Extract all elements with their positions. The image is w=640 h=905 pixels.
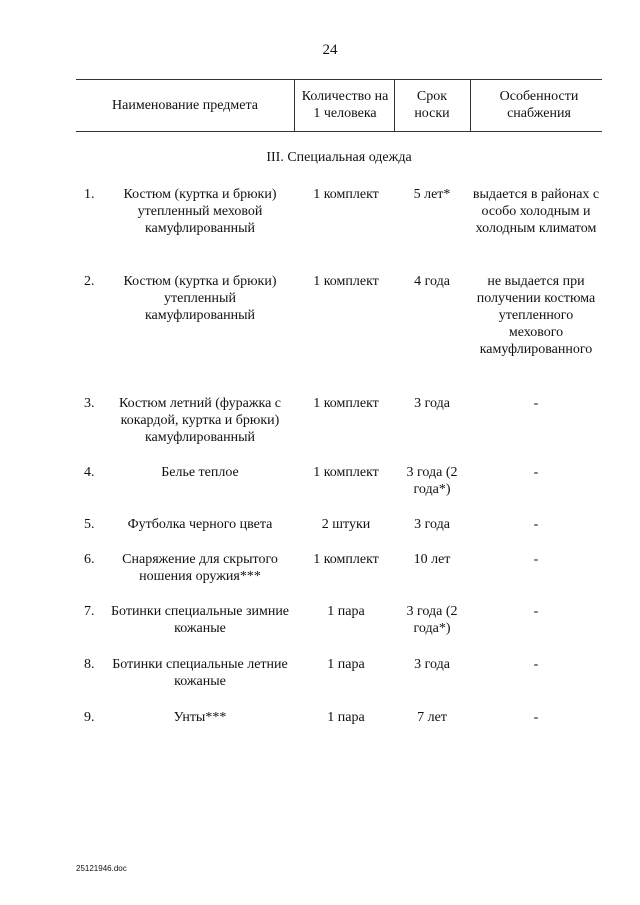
item-features: -	[533, 552, 539, 567]
item-quantity: 1 пара	[327, 710, 365, 725]
item-features: выдается в районах с особо холодным и холодным климатом	[472, 187, 600, 236]
item-name: Футболка черного цвета	[127, 517, 273, 532]
page-number: 24	[322, 42, 338, 58]
row-number: 6.	[84, 552, 95, 567]
row-number: 9.	[84, 710, 95, 725]
item-term: 4 года	[414, 274, 450, 289]
item-term: 3 года (2 года*)	[406, 465, 458, 497]
item-quantity: 2 штуки	[321, 517, 371, 532]
header-term: Срок носки	[414, 89, 450, 121]
row-number: 3.	[84, 396, 95, 411]
item-quantity: 1 комплект	[313, 274, 379, 289]
item-quantity: 1 пара	[327, 657, 365, 672]
item-features: -	[533, 465, 539, 480]
table-top-rule	[76, 79, 602, 80]
item-quantity: 1 комплект	[313, 465, 379, 480]
section-title: III. Специальная одежда	[266, 150, 412, 165]
item-term: 3 года	[414, 517, 450, 532]
item-name: Ботинки специальные летние кожаные	[112, 657, 288, 689]
item-term: 10 лет	[413, 552, 451, 567]
column-divider	[470, 80, 471, 131]
header-quantity: Количество на 1 человека	[301, 89, 389, 121]
row-number: 8.	[84, 657, 95, 672]
table-header-rule	[76, 131, 602, 132]
item-features: -	[533, 710, 539, 725]
item-name: Белье теплое	[161, 465, 239, 480]
item-term: 7 лет	[417, 710, 447, 725]
item-name: Костюм летний (фуражка с кокардой, куртка и брюки) камуфлированный	[118, 396, 282, 445]
item-name: Снаряжение для скрытого ношения оружия***	[122, 552, 278, 584]
item-features: -	[533, 604, 539, 619]
header-features: Особенности снабжения	[499, 89, 579, 121]
item-name: Костюм (куртка и брюки) утепленный камуфлированный	[123, 274, 277, 323]
item-name: Костюм (куртка и брюки) утепленный меховой камуфлированный	[123, 187, 277, 236]
item-features: -	[533, 517, 539, 532]
item-features: не выдается при получении костюма утепленного мехового камуфлированного	[476, 274, 596, 357]
item-term: 3 года	[414, 396, 450, 411]
column-divider	[394, 80, 395, 131]
item-name: Унты***	[173, 710, 227, 725]
item-name: Ботинки специальные зимние кожаные	[110, 604, 290, 636]
item-term: 5 лет*	[413, 187, 451, 202]
row-number: 5.	[84, 517, 95, 532]
row-number: 2.	[84, 274, 95, 289]
item-quantity: 1 комплект	[313, 396, 379, 411]
item-features: -	[533, 396, 539, 411]
header-name: Наименование предмета	[112, 98, 258, 113]
item-quantity: 1 комплект	[313, 187, 379, 202]
item-quantity: 1 комплект	[313, 552, 379, 567]
item-quantity: 1 пара	[327, 604, 365, 619]
item-term: 3 года (2 года*)	[406, 604, 458, 636]
document-filename: 25121946.doc	[76, 864, 127, 873]
row-number: 4.	[84, 465, 95, 480]
column-divider	[294, 80, 295, 131]
row-number: 1.	[84, 187, 95, 202]
row-number: 7.	[84, 604, 95, 619]
item-term: 3 года	[414, 657, 450, 672]
item-features: -	[533, 657, 539, 672]
